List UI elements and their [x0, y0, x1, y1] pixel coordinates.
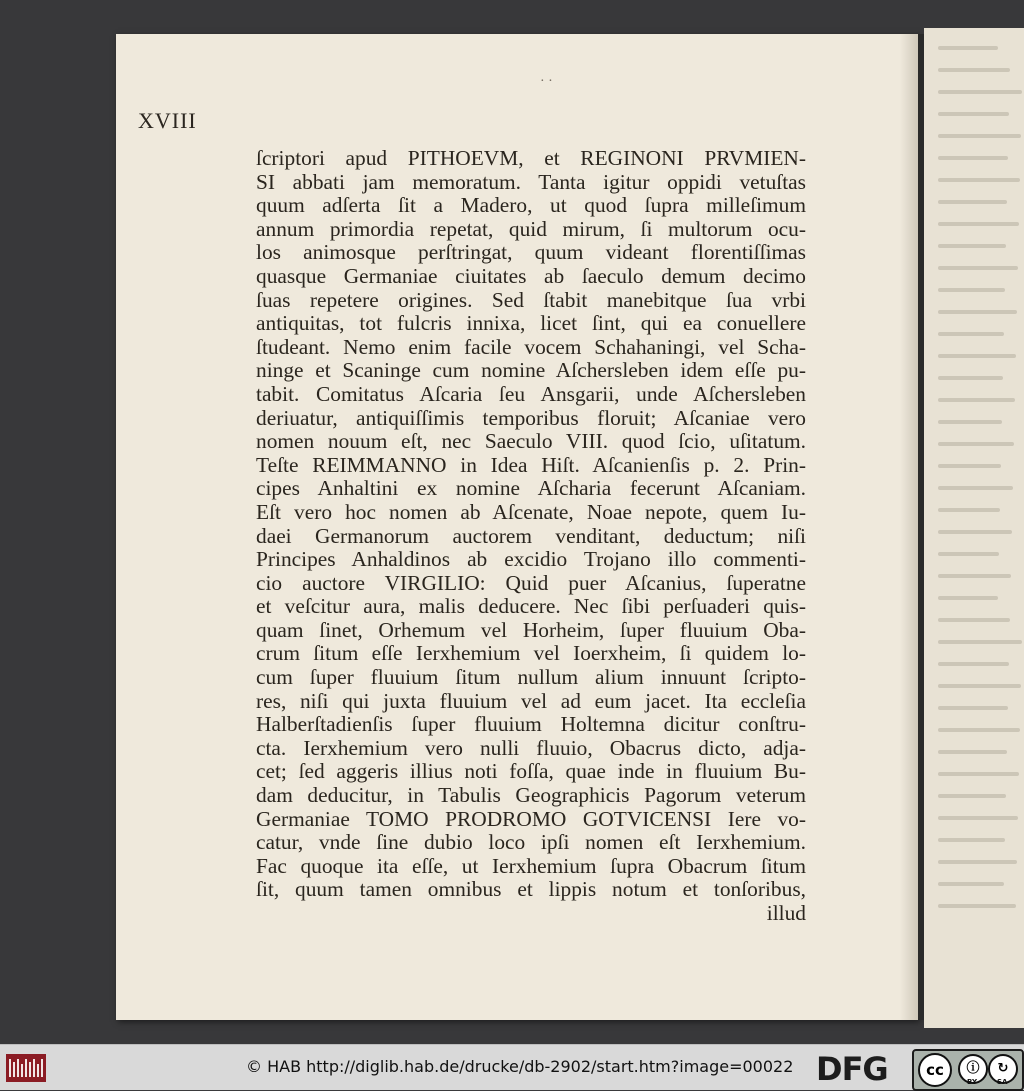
- adjacent-page-line: [938, 552, 999, 556]
- text-line: antiquitas, tot fulcris innixa, licet ſint, qui ea conuellere: [256, 311, 806, 336]
- text-line: Halberſtadienſis ſuper fluuium Holtemna dicitur conſtru-: [256, 712, 806, 737]
- text-line: illud: [766, 901, 806, 925]
- adjacent-page-line: [938, 112, 1009, 116]
- adjacent-page-line: [938, 156, 1008, 160]
- adjacent-page-line: [938, 618, 1010, 622]
- text-line: cet; ſed aggeris illius noti foſſa, quae inde in fluuium Bu-: [256, 759, 806, 784]
- adjacent-page-line: [938, 222, 1019, 226]
- adjacent-page-line: [938, 310, 1017, 314]
- adjacent-page-line: [938, 46, 998, 50]
- text-line: nomen nouum eſt, nec Saeculo VIII. quod ſcio, uſitatum.: [256, 429, 806, 454]
- adjacent-page-line: [938, 266, 1018, 270]
- page-marks: · ·: [540, 74, 553, 89]
- text-line: Teſte REIMMANNO in Idea Hiſt. Aſcanienſis p. 2. Prin-: [256, 452, 806, 477]
- adjacent-page-line: [938, 794, 1006, 798]
- adjacent-page-line: [938, 750, 1007, 754]
- adjacent-page-line: [938, 442, 1014, 446]
- adjacent-page-line: [938, 486, 1013, 490]
- text-line: quum adſerta ſit a Madero, ut quod ſupra milleſimum: [256, 193, 806, 218]
- text-line: cta. Ierxhemium vero nulli fluuio, Obacrus dicto, adja-: [256, 735, 806, 760]
- adjacent-page-line: [938, 728, 1020, 732]
- share-alike-icon: ↻: [988, 1054, 1018, 1084]
- text-line: et veſcitur aura, malis deducere. Nec ſibi perſuaderi quis-: [256, 594, 806, 619]
- text-line: ſuas repetere origines. Sed ſtabit manebitque ſua vrbi: [256, 287, 806, 312]
- adjacent-page-line: [938, 288, 1005, 292]
- hab-logo-icon: [6, 1054, 46, 1082]
- text-line: deriuatur, antiquiſſimis temporibus floruit; Aſcaniae vero: [256, 405, 806, 430]
- adjacent-page-line: [938, 464, 1001, 468]
- text-line: ninge et Scaninge cum nomine Aſchersleben idem eſſe pu-: [256, 358, 806, 383]
- adjacent-page-line: [938, 134, 1021, 138]
- adjacent-page-line: [938, 706, 1008, 710]
- adjacent-page-line: [938, 354, 1016, 358]
- adjacent-page-line: [938, 508, 1000, 512]
- adjacent-page-line: [938, 838, 1005, 842]
- adjacent-page-line: [938, 816, 1018, 820]
- adjacent-page-line: [938, 684, 1021, 688]
- adjacent-page-line: [938, 860, 1017, 864]
- text-line: Eſt vero hoc nomen ab Aſcenate, Noae nepote, quem Iu-: [256, 499, 806, 524]
- adjacent-page-line: [938, 398, 1015, 402]
- page-number: XVIII: [138, 108, 197, 133]
- text-line: catur, vnde ſine dubio loco ipſi nomen eſt Ierxhemium.: [256, 830, 806, 855]
- adjacent-page-line: [938, 332, 1004, 336]
- adjacent-page-line: [938, 376, 1003, 380]
- adjacent-page-edge: [924, 28, 1024, 1028]
- text-line: dam deducitur, in Tabulis Geographicis Pagorum veterum: [256, 783, 806, 808]
- sa-label: SA: [997, 1078, 1008, 1086]
- adjacent-page-line: [938, 662, 1009, 666]
- text-line: Fac quoque ita eſſe, ut Ierxhemium ſupra Obacrum ſitum: [256, 853, 806, 878]
- cc-license-badge[interactable]: [912, 1049, 1024, 1091]
- adjacent-page-line: [938, 68, 1010, 72]
- adjacent-page-line: [938, 882, 1004, 886]
- adjacent-page-line: [938, 574, 1011, 578]
- source-link[interactable]: © HAB http://diglib.hab.de/drucke/db-2902/start.htm?image=00022: [246, 1057, 794, 1076]
- text-line: quasque Germaniae ciuitates ab ſaeculo demum decimo: [256, 263, 806, 288]
- text-line: cipes Anhaltini ex nomine Aſcharia fecerunt Aſcaniam.: [256, 476, 806, 501]
- by-label: BY: [967, 1078, 978, 1086]
- text-line: Principes Anhaldinos ab excidio Trojano illo commenti-: [256, 547, 806, 572]
- text-line: ſtudeant. Nemo enim facile vocem Schahaningi, vel Scha-: [256, 334, 806, 359]
- text-line: SI abbati jam memoratum. Tanta igitur oppidi vetuſtas: [256, 169, 806, 194]
- adjacent-page-line: [938, 178, 1020, 182]
- adjacent-page-line: [938, 90, 1022, 94]
- adjacent-page-line: [938, 640, 1022, 644]
- text-line: Germaniae TOMO PRODROMO GOTVICENSI Iere vo-: [256, 806, 806, 831]
- attribution-icon: ⓘ: [958, 1054, 988, 1084]
- text-line: daei Germanorum auctorem venditant, deductum; niſi: [256, 523, 806, 548]
- text-line: annum primordia repetat, quid mirum, ſi multorum ocu-: [256, 216, 806, 241]
- dfg-logo: DFG: [816, 1050, 888, 1088]
- text-line: crum ſitum eſſe Ierxhemium vel Ioerxheim, ſi quidem lo-: [256, 641, 806, 666]
- text-line: tabit. Comitatus Aſcaria ſeu Ansgarii, unde Aſchersleben: [256, 381, 806, 406]
- adjacent-page-line: [938, 530, 1012, 534]
- text-line: ſcriptori apud PITHOEVM, et REGINONI PRVMIEN-: [256, 146, 806, 170]
- text-line: quam ſinet, Orhemum vel Horheim, ſuper fluuium Oba-: [256, 617, 806, 642]
- footer-bar: [0, 1044, 1024, 1090]
- adjacent-page-line: [938, 596, 998, 600]
- adjacent-page-line: [938, 244, 1006, 248]
- page-body-text: [256, 147, 806, 926]
- text-line: cio auctore VIRGILIO: Quid puer Aſcanius, ſuperatne: [256, 570, 806, 595]
- text-line: cum ſuper fluuium ſitum nullum alium innuunt ſcripto-: [256, 665, 806, 690]
- text-line: los animosque perſtringat, quum videant florentiſſimas: [256, 240, 806, 265]
- adjacent-page-line: [938, 904, 1016, 908]
- cc-icon: cc: [918, 1053, 952, 1087]
- adjacent-page-line: [938, 200, 1007, 204]
- adjacent-page-line: [938, 772, 1019, 776]
- text-line: res, niſi qui juxta fluuium vel ad eum jacet. Ita eccleſia: [256, 688, 806, 713]
- text-line: ſit, quum tamen omnibus et lippis notum et tonſoribus,: [256, 877, 806, 902]
- adjacent-page-line: [938, 420, 1002, 424]
